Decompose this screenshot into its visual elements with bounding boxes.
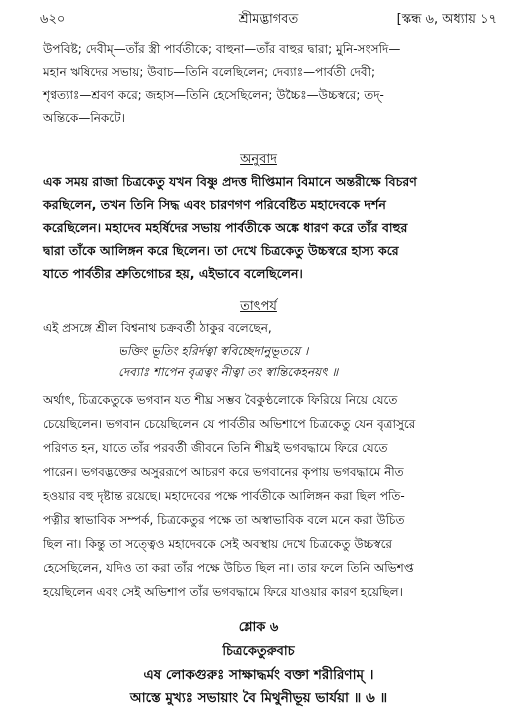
sloka-heading: শ্লোক ৬ bbox=[238, 620, 279, 635]
sloka-speaker: চিত্রকেতুরুবাচ bbox=[222, 644, 295, 659]
translation-heading: অনুবাদ bbox=[240, 152, 277, 167]
synonyms-block bbox=[43, 38, 495, 130]
translation-block bbox=[43, 170, 495, 285]
purport-heading: তাৎপর্য bbox=[240, 299, 277, 314]
purport-line: ছিল না। কিন্তু তা সত্ত্বেও মহাদেবকে সেই অবস্থায় দেখে চিত্রকেতু উচ্চস্বরে bbox=[43, 537, 393, 551]
page-number: ৬২০ bbox=[40, 12, 66, 27]
quoted-verse-line: দেব্যাঃ শাপেন বৃত্রত্বং নীত্বা তং স্বান্তিকেহনয়ৎ ॥ bbox=[118, 365, 339, 379]
synonyms-line: শৃণ্বত্যাঃ—শ্রবণ করে; জহাস—তিনি হেসেছিলেন; উচ্চৈঃ—উচ্চস্বরে; তদ্- bbox=[43, 88, 384, 102]
translation-line: দ্বারা তাঁকে আলিঙ্গন করে ছিলেন। তা দেখে চিত্রকেতু উচ্চস্বরে হাস্য করে bbox=[43, 243, 399, 258]
synonyms-line: মহান ঋষিদের সভায়; উবাচ—তিনি বলেছিলেন; দেব্যাঃ—পার্বতী দেবী; bbox=[43, 65, 376, 79]
quoted-verse bbox=[118, 341, 498, 383]
purport-line: অর্থাৎ, চিত্রকেতুকে ভগবান যত শীঘ্র সম্ভব বৈকুণ্ঠলোকে ফিরিয়ে নিয়ে যেতে bbox=[43, 393, 398, 407]
translation-line: এক সময় রাজা চিত্রকেতু যখন বিষ্ণু প্রদত্ত দীপ্তিমান বিমানে অন্তরীক্ষে বিচরণ bbox=[43, 174, 417, 189]
purport-line: চেয়েছিলেন। ভগবান চেয়েছিলেন যে পার্বতীর অভিশাপে চিত্রকেতু যেন বৃত্রাসুরে bbox=[43, 417, 416, 431]
purport-line: হওয়ার বহু দৃষ্টান্ত রয়েছে। মহাদেবের পক্ষে পার্বতীকে আলিঙ্গন করা ছিল পতি- bbox=[43, 489, 405, 503]
sloka-line: আস্তে মুখ্যঃ সভায়াং বৈ মিথুনীভূয় ভার্যয়া ॥ ৬ ॥ bbox=[129, 690, 388, 706]
purport-line: হেসেছিলেন, যদিও তা করা তাঁর পক্ষে উচিত ছিল না। তার ফলে তিনি অভিশপ্ত bbox=[43, 561, 414, 575]
purport-line: পরিণত হন, যাতে তাঁর পরবর্তী জীবনে তিনি শীঘ্রই ভগবদ্ধামে ফিরে যেতে bbox=[43, 441, 388, 455]
book-title: শ্রীমদ্ভাগবত bbox=[238, 12, 299, 27]
translation-line: করছিলেন, তখন তিনি সিদ্ধ এবং চারণগণ পরিবেষ্টিত মহাদেবকে দর্শন bbox=[43, 197, 386, 212]
sloka-line: এষ লোকগুরুঃ সাক্ষাদ্ধর্মং বক্তা শরীরিণাম্ । bbox=[143, 667, 374, 683]
purport-line: পত্নীর স্বাভাবিক সম্পর্ক, চিত্রকেতুর পক্ষে তা অস্বাভাবিক বলে মনে করা উচিত bbox=[43, 513, 405, 527]
chapter-reference: [স্কন্ধ ৬, অধ্যায় ১৭ bbox=[396, 12, 497, 27]
purport-line: পারেন। ভগবদ্ভক্তের অসুররূপে আচরণ করে ভগবানের কৃপায় ভগবদ্ধামে নীত bbox=[43, 465, 404, 479]
synonyms-line: উপবিষ্ট; দেবীম্—তাঁর স্ত্রী পার্বতীকে; বাহুনা—তাঁর বাহুর দ্বারা; মুনি-সংসদি— bbox=[43, 42, 401, 56]
purport-intro: এই প্রসঙ্গে শ্রীল বিশ্বনাথ চক্রবর্তী ঠাকুর বলেছেন, bbox=[43, 321, 272, 335]
synonyms-line: অন্তিকে—নিকটে। bbox=[43, 111, 125, 125]
purport-line: হয়েছিলেন এবং সেই অভিশাপ তাঁর ভগবদ্ধামে ফিরে যাওয়ার কারণ হয়েছিল। bbox=[43, 585, 403, 599]
page-header bbox=[40, 10, 497, 28]
purport-block bbox=[43, 388, 495, 604]
translation-line: যাতে পার্বতীর শ্রুতিগোচর হয়, এইভাবে বলেছিলেন। bbox=[43, 266, 303, 281]
translation-line: করেছিলেন। মহাদেব মহর্ষিদের সভায় পার্বতীকে অঙ্কে ধারণ করে তাঁর বাহুর bbox=[43, 220, 408, 235]
quoted-verse-line: ভক্তিং ভূতিং হরির্দত্বা স্ববিচ্ছেদানুভূতয়ে । bbox=[118, 344, 309, 358]
